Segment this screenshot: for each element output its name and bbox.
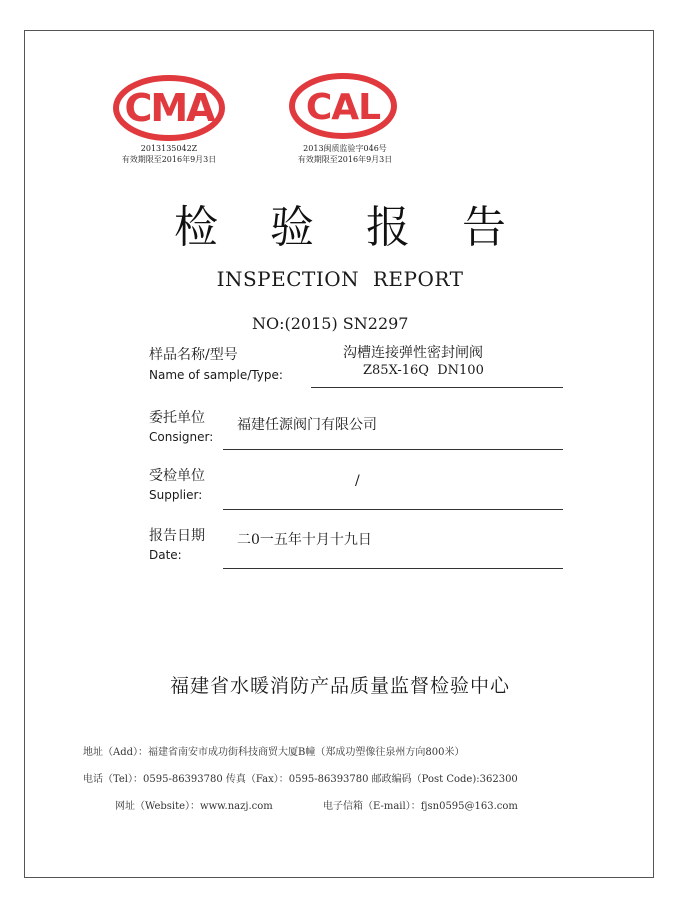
cma-logo bbox=[113, 75, 225, 141]
cal-cert-validity: 有效期限至2016年9月3日 bbox=[297, 155, 393, 164]
sample-underline bbox=[311, 387, 563, 388]
issuing-center-name: 福建省水暖消防产品质量监督检验中心 bbox=[169, 675, 510, 697]
sample-type-value: Z85X-16Q DN100 bbox=[363, 363, 484, 378]
cma-cert-validity: 有效期限至2016年9月3日 bbox=[121, 155, 217, 164]
supplier-underline bbox=[223, 509, 563, 510]
sample-label-en: Name of sample/Type: bbox=[149, 368, 283, 382]
consigner-value: 福建任源阀门有限公司 bbox=[237, 417, 377, 433]
consigner-label-en: Consigner: bbox=[149, 430, 214, 444]
contact-email: 电子信箱（E-mail）：fjsn0595@163.com bbox=[323, 801, 518, 812]
cal-cert-number: 2013闽质监验字046号 bbox=[303, 144, 387, 153]
cal-logo bbox=[289, 73, 397, 139]
report-title-zh: 检验报告 bbox=[174, 202, 558, 253]
sample-label-zh: 样品名称/型号 bbox=[149, 347, 238, 363]
supplier-value: / bbox=[355, 473, 360, 489]
report-cover-page bbox=[24, 30, 654, 878]
supplier-label-zh: 受检单位 bbox=[149, 468, 205, 484]
cma-cert-info bbox=[93, 143, 245, 165]
contact-phone: 电话（Tel）：0595-86393780 传真（Fax）：0595-86393780 邮政编码（Post Code):362300 bbox=[83, 774, 518, 785]
sample-name-value: 沟槽连接弹性密封闸阀 bbox=[343, 345, 483, 361]
consigner-label-zh: 委托单位 bbox=[149, 410, 205, 426]
svg-text:CMA: CMA bbox=[124, 86, 214, 130]
cal-cert-info bbox=[269, 143, 421, 165]
contact-website: 网址（Website）：www.nazj.com bbox=[115, 801, 273, 812]
date-label-zh: 报告日期 bbox=[149, 528, 205, 544]
date-underline bbox=[223, 568, 563, 569]
cma-cert-number: 2013135042Z bbox=[140, 144, 198, 153]
report-number: NO:(2015) SN2297 bbox=[252, 314, 409, 333]
date-value: 二0一五年十月十九日 bbox=[237, 532, 372, 548]
svg-text:CAL: CAL bbox=[305, 87, 381, 128]
date-label-en: Date: bbox=[149, 548, 182, 562]
report-title-en: INSPECTION REPORT bbox=[216, 267, 464, 291]
supplier-label-en: Supplier: bbox=[149, 488, 203, 502]
contact-address: 地址（Add）：福建省南安市成功街科技商贸大厦B幢（郑成功塑像往泉州方向800米） bbox=[83, 747, 465, 758]
consigner-underline bbox=[223, 449, 563, 450]
